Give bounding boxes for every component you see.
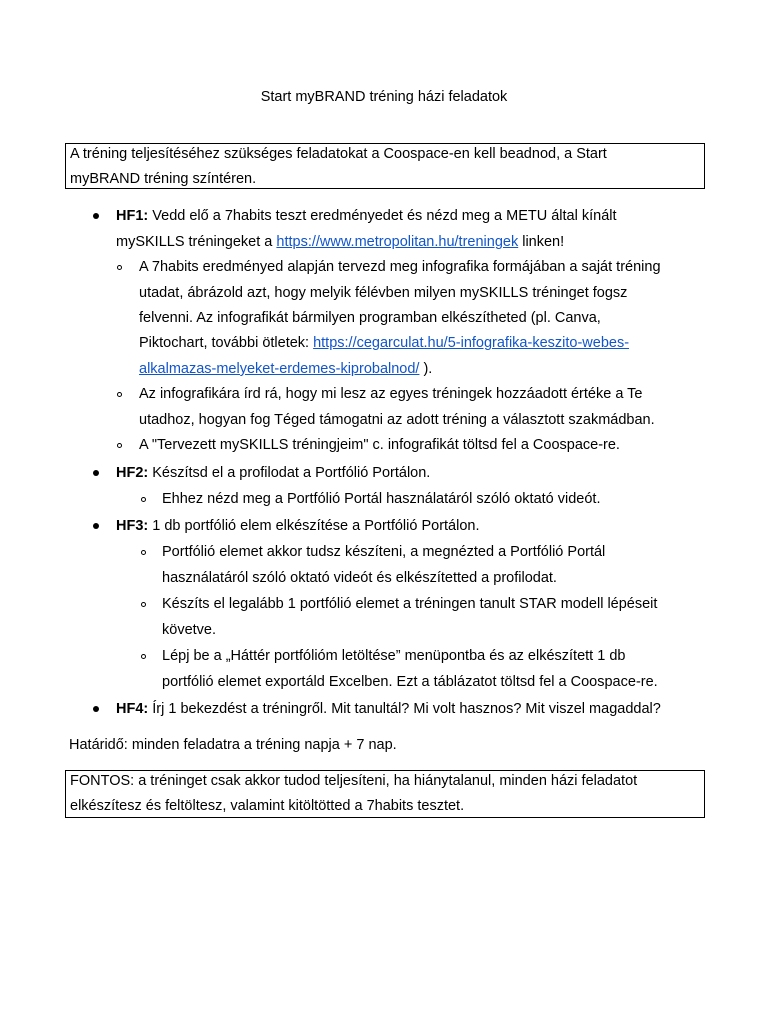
circle-bullet-icon: [117, 392, 122, 397]
hf1-sub1-line-1: A 7habits eredményed alapján tervezd meg infografika formájában a saját tréning: [139, 259, 661, 275]
hf1-sub1-line5-end: ).: [419, 361, 433, 377]
hf3-sub2-line-2: követve.: [162, 622, 216, 638]
hf1-sub2-line-1: Az infografikára írd rá, hogy mi lesz az egyes tréningek hozzáadott értéke a Te: [139, 386, 643, 402]
hf3-label: HF3:: [116, 518, 149, 534]
hf1-line-1: [116, 203, 617, 229]
circle-bullet-icon: [117, 443, 122, 448]
hf1-sub1-line-4: [139, 330, 629, 356]
hf2-label: HF2:: [116, 465, 149, 481]
hf1-line-2: [116, 229, 564, 255]
hf1-sub3-line: A "Tervezett mySKILLS tréningjeim" c. infografikát töltsd fel a Coospace-re.: [139, 437, 620, 453]
bullet-icon: [93, 213, 99, 219]
cegarculat-link-part2[interactable]: alkalmazas-melyeket-erdemes-kiprobalnod/: [139, 361, 420, 377]
circle-bullet-icon: [141, 497, 146, 502]
hf3-sub2-line-1: Készíts el legalább 1 portfólió elemet a tréningen tanult STAR modell lépéseit: [162, 596, 658, 612]
hf3-text: 1 db portfólió elem elkészítése a Portfólió Portálon.: [148, 518, 480, 534]
page-title: Start myBRAND tréning házi feladatok: [260, 89, 508, 105]
intro-line-1: A tréning teljesítéséhez szükséges feladatokat a Coospace-en kell beadnod, a Start: [70, 146, 607, 162]
note-box: [65, 770, 705, 818]
circle-bullet-icon: [141, 550, 146, 555]
hf1-sub1-line-5: [139, 356, 432, 382]
hf2-text: Készítsd el a profilodat a Portfólió Portálon.: [148, 465, 431, 481]
note-line-1: FONTOS: a tréninget csak akkor tudod teljesíteni, ha hiánytalanul, minden házi feladatot: [70, 773, 638, 789]
hf1-line2-text: mySKILLS tréningeket a: [116, 234, 277, 250]
circle-bullet-icon: [117, 265, 122, 270]
hf3-line: [116, 513, 480, 539]
note-line-2: elkészítesz és feltöltesz, valamint kitöltötted a 7habits tesztet.: [70, 798, 465, 814]
hf1-sub1-line-3: felvenni. Az infografikát bármilyen programban elkészítheted (pl. Canva,: [139, 310, 601, 326]
metropolitan-link[interactable]: https://www.metropolitan.hu/treningek: [276, 234, 519, 250]
circle-bullet-icon: [141, 654, 146, 659]
bullet-icon: [93, 523, 99, 529]
deadline-text: Határidő: minden feladatra a tréning napja + 7 nap.: [69, 737, 397, 753]
intro-line-2: myBRAND tréning színtéren.: [70, 171, 257, 187]
hf2-sub1-line: Ehhez nézd meg a Portfólió Portál használatáról szóló oktató videót.: [162, 491, 601, 507]
hf1-sub1-line-2: utadat, ábrázold azt, hogy melyik félévben milyen mySKILLS tréninget fogsz: [139, 285, 628, 301]
hf1-text: Vedd elő a 7habits teszt eredményedet és nézd meg a METU által kínált: [148, 208, 617, 224]
cegarculat-link-part1[interactable]: https://cegarculat.hu/5-infografika-keszito-webes-: [313, 335, 630, 351]
hf3-sub3-line-2: portfólió elemet exportáld Excelben. Ezt a táblázatot töltsd fel a Coospace-re.: [162, 674, 658, 690]
bullet-icon: [93, 470, 99, 476]
intro-box: [65, 143, 705, 189]
hf1-label: HF1:: [116, 208, 149, 224]
hf4-text: Írj 1 bekezdést a tréningről. Mit tanultál? Mi volt hasznos? Mit viszel magaddal?: [148, 701, 661, 717]
hf3-sub3-line-1: Lépj be a „Háttér portfólióm letöltése” menüpontba és az elkészített 1 db: [162, 648, 626, 664]
hf3-sub1-line-1: Portfólió elemet akkor tudsz készíteni, a megnézted a Portfólió Portál: [162, 544, 606, 560]
hf2-line: [116, 460, 430, 486]
hf1-line2-end: linken!: [518, 234, 565, 250]
bullet-icon: [93, 706, 99, 712]
hf4-label: HF4:: [116, 701, 149, 717]
hf4-line: [116, 696, 661, 722]
hf1-sub1-line4-text: Piktochart, további ötletek:: [139, 335, 314, 351]
circle-bullet-icon: [141, 602, 146, 607]
hf3-sub1-line-2: használatáról szóló oktató videót és elkészítetted a profilodat.: [162, 570, 557, 586]
hf1-sub2-line-2: utadhoz, hogyan fog Téged támogatni az adott tréning a választott szakmádban.: [139, 412, 655, 428]
